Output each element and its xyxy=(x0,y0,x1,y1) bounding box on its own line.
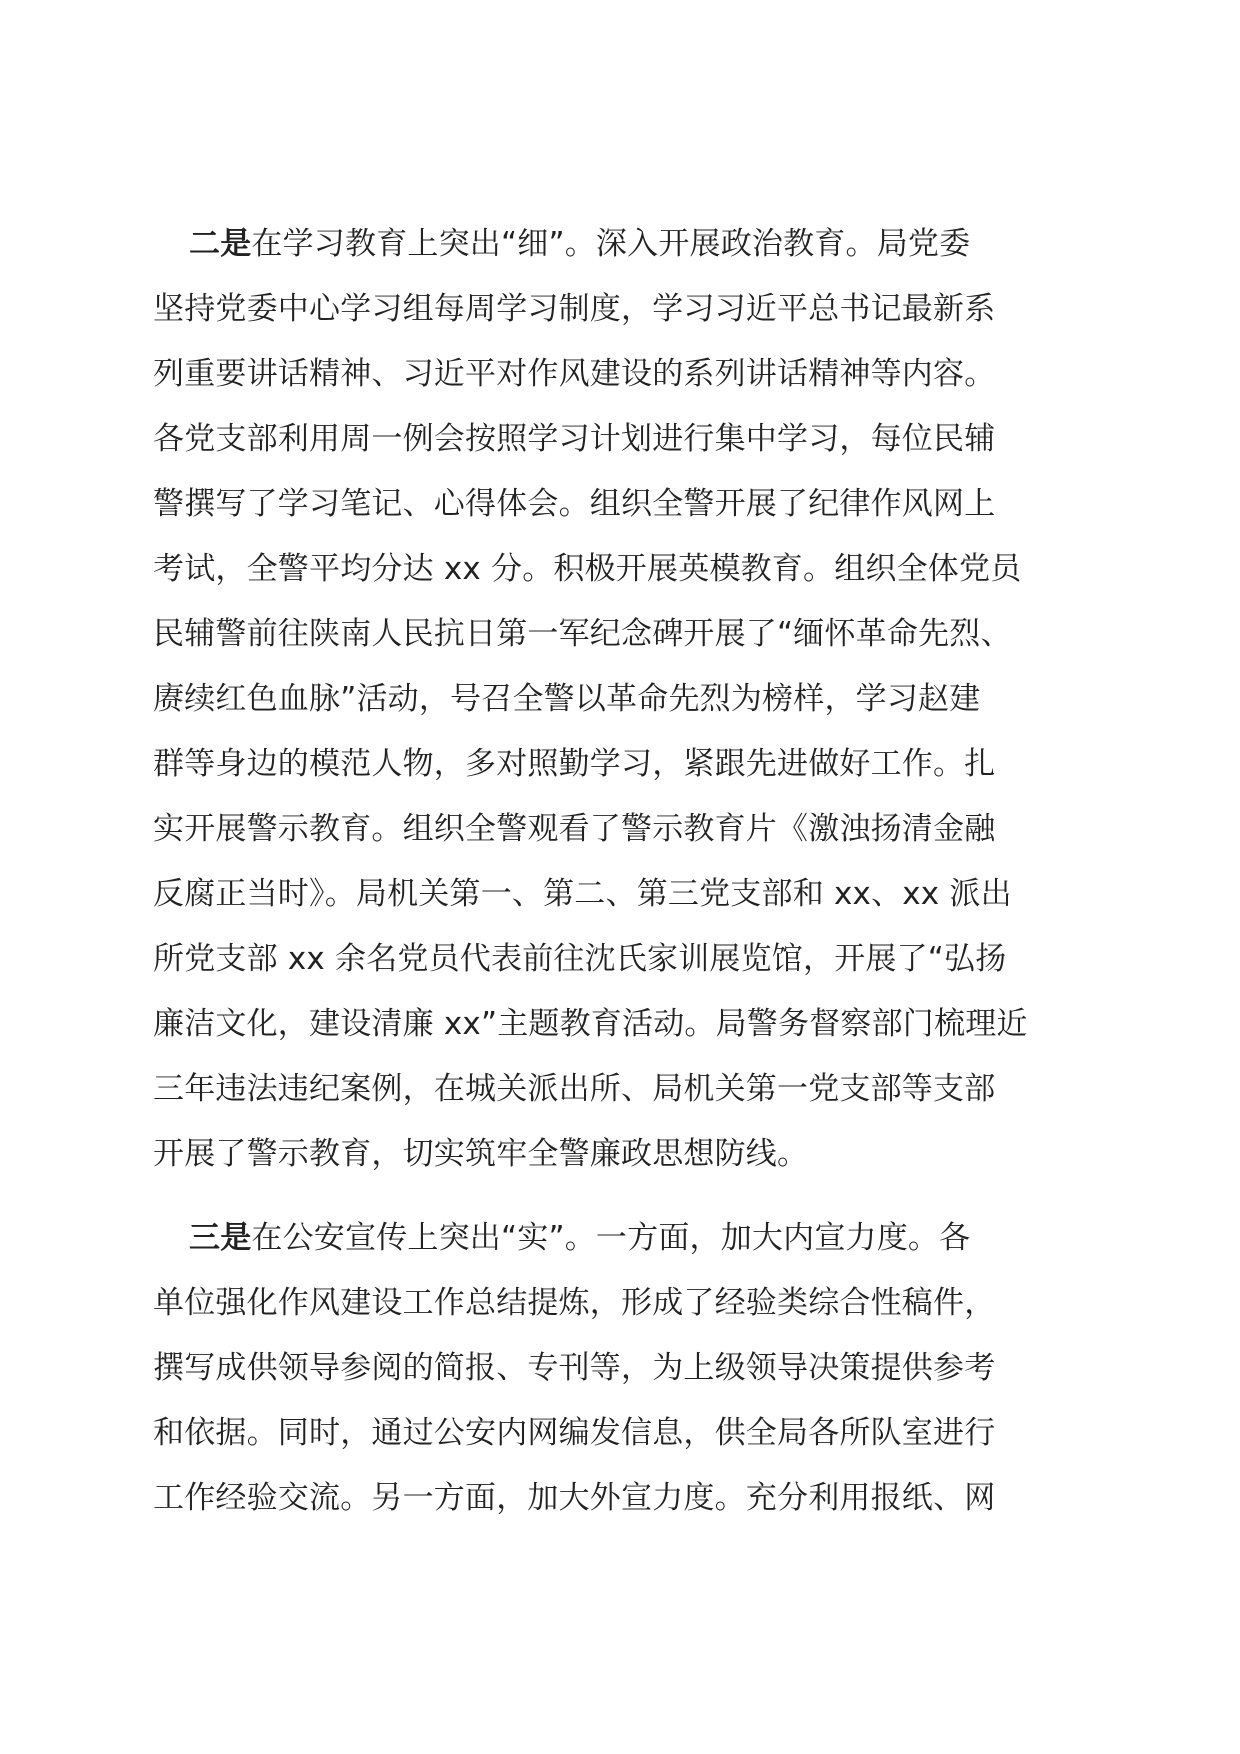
paragraph-first-line xyxy=(189,1218,970,1258)
paragraph-line: 警撰写了学习笔记、心得体会。组织全警开展了纪律作风网上 xyxy=(153,486,996,522)
line-text: 在学习教育上突出“细”。深入开展政治教育。局党委 xyxy=(251,226,971,262)
paragraph-line: 实开展警示教育。组织全警观看了警示教育片《激浊扬清金融 xyxy=(153,811,996,847)
paragraph-line: 所党支部 xx 余名党员代表前往沈氏家训展览馆，开展了“弘扬 xyxy=(153,941,1007,977)
paragraph-first-line xyxy=(189,224,970,264)
paragraph-line: 和依据。同时，通过公安内网编发信息，供全局各所队室进行 xyxy=(153,1415,996,1451)
paragraph-line: 各党支部利用周一例会按照学习计划进行集中学习，每位民辅 xyxy=(153,421,996,457)
paragraph-line: 廉洁文化，建设清廉 xx”主题教育活动。局警务督察部门梳理近 xyxy=(153,1006,1028,1042)
paragraph-lead: 二是 xyxy=(189,226,252,262)
paragraph-line: 工作经验交流。另一方面，加大外宣力度。充分利用报纸、网 xyxy=(153,1480,996,1516)
line-text: 在公安宣传上突出“实”。一方面，加大内宣力度。各 xyxy=(251,1220,971,1256)
paragraph-line: 考试，全警平均分达 xx 分。积极开展英模教育。组织全体党员 xyxy=(153,551,1022,587)
paragraph-lead: 三是 xyxy=(189,1220,252,1256)
paragraph-line: 坚持党委中心学习组每周学习制度，学习习近平总书记最新系 xyxy=(153,291,996,327)
paragraph-line: 赓续红色血脉”活动，号召全警以革命先烈为榜样，学习赵建 xyxy=(153,681,981,717)
paragraph-line: 三年违法违纪案例，在城关派出所、局机关第一党支部等支部 xyxy=(153,1071,996,1107)
paragraph-line: 列重要讲话精神、习近平对作风建设的系列讲话精神等内容。 xyxy=(153,356,996,392)
paragraph-line: 单位强化作风建设工作总结提炼，形成了经验类综合性稿件， xyxy=(153,1285,996,1321)
paragraph-line: 民辅警前往陕南人民抗日第一军纪念碑开展了“缅怀革命先烈、 xyxy=(153,616,1012,652)
paragraph-line: 反腐正当时》。局机关第一、第二、第三党支部和 xx、xx 派出 xyxy=(153,876,1012,912)
paragraph-line: 群等身边的模范人物，多对照勤学习，紧跟先进做好工作。扎 xyxy=(153,746,996,782)
paragraph-line: 撰写成供领导参阅的简报、专刊等，为上级领导决策提供参考 xyxy=(153,1350,996,1386)
paragraph-line: 开展了警示教育，切实筑牢全警廉政思想防线。 xyxy=(153,1136,809,1172)
